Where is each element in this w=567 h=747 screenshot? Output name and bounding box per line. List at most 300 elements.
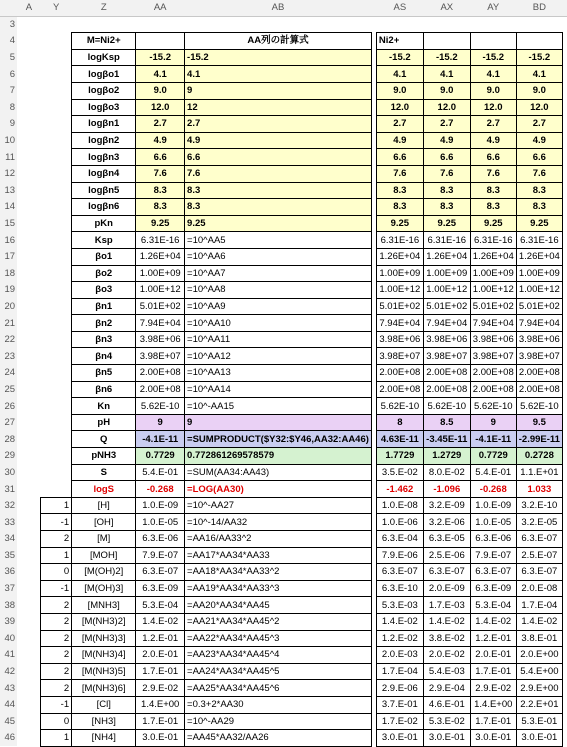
cell-bd[interactable]: 9.5 (516, 414, 562, 431)
cell-z-label[interactable]: logβn2 (72, 132, 136, 149)
cell-ax[interactable]: 6.3.E-07 (423, 564, 470, 581)
cell-ab-formula[interactable] (185, 16, 372, 33)
cell-aa[interactable]: 0.7729 (136, 448, 185, 465)
column-header-aa[interactable]: AA (136, 0, 185, 16)
row-header[interactable]: 31 (0, 481, 17, 498)
row-header[interactable]: 6 (0, 66, 17, 83)
row-header[interactable]: 46 (0, 730, 17, 747)
cell-ax[interactable]: 1.26E+04 (423, 248, 470, 265)
cell-ab-formula[interactable]: =10^-AA29 (185, 713, 372, 730)
cell-ax[interactable]: 4.1 (423, 66, 470, 83)
cell-aa[interactable]: 7.6 (136, 165, 185, 182)
cell-ab-formula[interactable]: AA列の計算式 (185, 33, 372, 50)
row-header[interactable]: 40 (0, 630, 17, 647)
cell-bd[interactable]: 9.25 (516, 215, 562, 232)
cell-ax[interactable]: 3.98E+07 (423, 348, 470, 365)
cell-bd[interactable]: -15.2 (516, 49, 562, 66)
cell-ay[interactable]: 12.0 (470, 99, 516, 116)
cell-ab-formula[interactable]: =AA25*AA34*AA45^6 (185, 680, 372, 697)
cell-as[interactable]: 2.00E+08 (376, 365, 423, 382)
cell-as[interactable]: 6.3.E-10 (376, 580, 423, 597)
cell-aa[interactable]: 5.01E+02 (136, 298, 185, 315)
cell-a[interactable] (17, 696, 41, 713)
cell-bd[interactable]: 0.2728 (516, 448, 562, 465)
cell-ax[interactable]: 6.31E-16 (423, 232, 470, 249)
row-header[interactable]: 13 (0, 182, 17, 199)
cell-ax[interactable]: 1.2729 (423, 448, 470, 465)
cell-ax[interactable]: 4.9 (423, 132, 470, 149)
cell-ax[interactable]: 2.9.E-04 (423, 680, 470, 697)
cell-ab-formula[interactable]: =10^-AA27 (185, 497, 372, 514)
cell-a[interactable] (17, 33, 41, 50)
cell-aa[interactable]: 9.25 (136, 215, 185, 232)
cell-z-label[interactable]: βn2 (72, 315, 136, 332)
cell-y[interactable] (41, 331, 72, 348)
cell-ax[interactable]: 8.3 (423, 199, 470, 216)
cell-aa[interactable]: -4.1E-11 (136, 431, 185, 448)
cell-aa[interactable]: 9 (136, 414, 185, 431)
cell-aa[interactable]: -0.268 (136, 481, 185, 498)
cell-z-label[interactable]: pNH3 (72, 448, 136, 465)
cell-as[interactable]: 1.00E+09 (376, 265, 423, 282)
cell-y[interactable] (41, 232, 72, 249)
cell-aa[interactable]: 6.3.E-07 (136, 564, 185, 581)
cell-aa[interactable]: -15.2 (136, 49, 185, 66)
row-header[interactable]: 22 (0, 331, 17, 348)
cell-a[interactable] (17, 613, 41, 630)
cell-bd[interactable]: 7.6 (516, 165, 562, 182)
cell-ab-formula[interactable]: 9 (185, 414, 372, 431)
cell-z-label[interactable]: βo2 (72, 265, 136, 282)
cell-ax[interactable]: 3.8.E-02 (423, 630, 470, 647)
cell-as[interactable]: -1.462 (376, 481, 423, 498)
cell-ab-formula[interactable]: =AA45*AA32/AA26 (185, 730, 372, 747)
row-header[interactable]: 33 (0, 514, 17, 531)
cell-ax[interactable]: 3.2.E-06 (423, 514, 470, 531)
cell-ab-formula[interactable]: =10^-AA15 (185, 398, 372, 415)
cell-aa[interactable]: 1.0.E-09 (136, 497, 185, 514)
cell-as[interactable]: 1.4.E-02 (376, 613, 423, 630)
cell-as[interactable]: 3.98E+06 (376, 331, 423, 348)
cell-ab-formula[interactable]: =10^AA14 (185, 381, 372, 398)
cell-y[interactable]: 2 (41, 663, 72, 680)
cell-as[interactable]: 2.00E+08 (376, 381, 423, 398)
cell-a[interactable] (17, 431, 41, 448)
cell-as[interactable]: 5.01E+02 (376, 298, 423, 315)
cell-ay[interactable]: 3.98E+07 (470, 348, 516, 365)
cell-ay[interactable]: -0.268 (470, 481, 516, 498)
column-header-as[interactable]: AS (376, 0, 423, 16)
cell-a[interactable] (17, 16, 41, 33)
cell-a[interactable] (17, 730, 41, 747)
cell-bd[interactable]: 2.0.E+00 (516, 647, 562, 664)
cell-y[interactable] (41, 381, 72, 398)
cell-ay[interactable]: 8.3 (470, 182, 516, 199)
cell-y[interactable] (41, 116, 72, 133)
cell-a[interactable] (17, 282, 41, 299)
cell-y[interactable] (41, 348, 72, 365)
cell-ab-formula[interactable]: =10^AA10 (185, 315, 372, 332)
cell-z-label[interactable]: Ksp (72, 232, 136, 249)
cell-bd[interactable]: 2.2.E+01 (516, 696, 562, 713)
cell-ax[interactable]: 2.5.E-06 (423, 547, 470, 564)
column-header-a[interactable]: A (17, 0, 41, 16)
cell-a[interactable] (17, 66, 41, 83)
cell-z-label[interactable]: logβo2 (72, 82, 136, 99)
cell-a[interactable] (17, 232, 41, 249)
cell-bd[interactable]: 9.0 (516, 82, 562, 99)
cell-as[interactable]: 3.7.E-01 (376, 696, 423, 713)
cell-ax[interactable]: 6.6 (423, 149, 470, 166)
cell-aa[interactable]: 2.9.E-02 (136, 680, 185, 697)
cell-ay[interactable]: 5.4.E-01 (470, 464, 516, 481)
cell-ay[interactable]: 4.1 (470, 66, 516, 83)
cell-aa[interactable]: 2.7 (136, 116, 185, 133)
cell-aa[interactable]: 12.0 (136, 99, 185, 116)
cell-ab-formula[interactable]: =AA24*AA34*AA45^5 (185, 663, 372, 680)
cell-a[interactable] (17, 597, 41, 614)
cell-ab-formula[interactable]: =AA16/AA33^2 (185, 531, 372, 548)
cell-ay[interactable]: 1.0.E-09 (470, 497, 516, 514)
cell-a[interactable] (17, 514, 41, 531)
cell-as[interactable]: 4.63E-11 (376, 431, 423, 448)
cell-as[interactable]: 9.25 (376, 215, 423, 232)
cell-ax[interactable]: 3.0.E-01 (423, 730, 470, 747)
cell-ax[interactable]: 4.6.E-01 (423, 696, 470, 713)
cell-ab-formula[interactable]: =10^AA8 (185, 282, 372, 299)
cell-a[interactable] (17, 398, 41, 415)
column-header-ax[interactable]: AX (423, 0, 470, 16)
cell-z-label[interactable]: [M(NH3)3] (72, 630, 136, 647)
cell-ax[interactable]: 1.00E+09 (423, 265, 470, 282)
cell-bd[interactable]: 5.3.E-01 (516, 713, 562, 730)
cell-z-label[interactable]: logβn3 (72, 149, 136, 166)
row-header[interactable]: 12 (0, 165, 17, 182)
row-header[interactable]: 44 (0, 696, 17, 713)
cell-aa[interactable]: 1.2.E-01 (136, 630, 185, 647)
cell-bd[interactable]: 1.1.E+01 (516, 464, 562, 481)
cell-ay[interactable]: 3.98E+06 (470, 331, 516, 348)
cell-z-label[interactable]: βn1 (72, 298, 136, 315)
cell-aa[interactable]: 2.00E+08 (136, 381, 185, 398)
cell-ay[interactable]: 6.3.E-09 (470, 580, 516, 597)
cell-ay[interactable]: 1.4.E+00 (470, 696, 516, 713)
row-header[interactable]: 27 (0, 414, 17, 431)
cell-a[interactable] (17, 630, 41, 647)
cell-ab-formula[interactable]: 4.1 (185, 66, 372, 83)
cell-ax[interactable]: 2.00E+08 (423, 365, 470, 382)
cell-z-label[interactable]: [M(OH)2] (72, 564, 136, 581)
cell-as[interactable]: 4.9 (376, 132, 423, 149)
cell-as[interactable]: 1.0.E-08 (376, 497, 423, 514)
cell-as[interactable] (376, 16, 423, 33)
cell-ay[interactable] (470, 16, 516, 33)
cell-bd[interactable]: 1.26E+04 (516, 248, 562, 265)
cell-aa[interactable]: 5.4.E-01 (136, 464, 185, 481)
cell-as[interactable]: 7.6 (376, 165, 423, 182)
cell-a[interactable] (17, 481, 41, 498)
cell-bd[interactable]: 2.7 (516, 116, 562, 133)
cell-bd[interactable] (516, 33, 562, 50)
row-header[interactable]: 35 (0, 547, 17, 564)
cell-as[interactable]: 12.0 (376, 99, 423, 116)
cell-ay[interactable]: 1.00E+09 (470, 265, 516, 282)
cell-bd[interactable]: 2.9.E+00 (516, 680, 562, 697)
cell-z-label[interactable]: βo1 (72, 248, 136, 265)
cell-ab-formula[interactable]: 12 (185, 99, 372, 116)
cell-z-label[interactable]: Kn (72, 398, 136, 415)
cell-y[interactable]: 1 (41, 730, 72, 747)
cell-ab-formula[interactable]: 2.7 (185, 116, 372, 133)
cell-bd[interactable]: 2.5.E-07 (516, 547, 562, 564)
cell-y[interactable]: 1 (41, 547, 72, 564)
row-header[interactable]: 41 (0, 647, 17, 664)
cell-as[interactable]: 8.3 (376, 199, 423, 216)
cell-z-label[interactable]: logβn5 (72, 182, 136, 199)
cell-y[interactable]: -1 (41, 580, 72, 597)
cell-y[interactable] (41, 282, 72, 299)
cell-bd[interactable]: 8.3 (516, 199, 562, 216)
cell-ay[interactable] (470, 33, 516, 50)
cell-ay[interactable]: 2.0.E-01 (470, 647, 516, 664)
cell-y[interactable] (41, 33, 72, 50)
column-header-y[interactable]: Y (41, 0, 72, 16)
cell-a[interactable] (17, 564, 41, 581)
cell-bd[interactable]: 2.00E+08 (516, 365, 562, 382)
cell-ay[interactable]: 9.25 (470, 215, 516, 232)
cell-ax[interactable]: 12.0 (423, 99, 470, 116)
cell-z-label[interactable]: logβn1 (72, 116, 136, 133)
cell-ay[interactable]: 5.3.E-04 (470, 597, 516, 614)
cell-ab-formula[interactable]: =AA23*AA34*AA45^4 (185, 647, 372, 664)
cell-aa[interactable]: 6.3.E-09 (136, 580, 185, 597)
cell-aa[interactable]: 1.0.E-05 (136, 514, 185, 531)
cell-as[interactable]: 1.26E+04 (376, 248, 423, 265)
cell-y[interactable]: 2 (41, 647, 72, 664)
cell-y[interactable] (41, 149, 72, 166)
cell-bd[interactable]: 6.6 (516, 149, 562, 166)
cell-ab-formula[interactable]: 9.25 (185, 215, 372, 232)
cell-as[interactable]: 4.1 (376, 66, 423, 83)
cell-aa[interactable]: 1.26E+04 (136, 248, 185, 265)
cell-as[interactable]: 6.3.E-04 (376, 531, 423, 548)
cell-a[interactable] (17, 464, 41, 481)
cell-ax[interactable]: 5.01E+02 (423, 298, 470, 315)
cell-ax[interactable]: -1.096 (423, 481, 470, 498)
cell-a[interactable] (17, 331, 41, 348)
cell-ax[interactable]: -15.2 (423, 49, 470, 66)
column-header-ay[interactable]: AY (470, 0, 516, 16)
cell-bd[interactable]: 7.94E+04 (516, 315, 562, 332)
cell-ay[interactable]: 0.7729 (470, 448, 516, 465)
cell-ax[interactable]: 5.3.E-02 (423, 713, 470, 730)
row-header[interactable]: 16 (0, 232, 17, 249)
cell-ay[interactable]: -4.1E-11 (470, 431, 516, 448)
cell-z-label[interactable]: [M(NH3)5] (72, 663, 136, 680)
cell-z-label[interactable]: [M(NH3)2] (72, 613, 136, 630)
row-header[interactable]: 28 (0, 431, 17, 448)
cell-a[interactable] (17, 265, 41, 282)
cell-aa[interactable] (136, 33, 185, 50)
row-header[interactable]: 8 (0, 99, 17, 116)
cell-bd[interactable]: 3.8.E-01 (516, 630, 562, 647)
cell-ab-formula[interactable]: =SUM(AA34:AA43) (185, 464, 372, 481)
cell-a[interactable] (17, 680, 41, 697)
cell-ab-formula[interactable]: 6.6 (185, 149, 372, 166)
cell-a[interactable] (17, 298, 41, 315)
row-header[interactable]: 19 (0, 282, 17, 299)
cell-ax[interactable]: 3.98E+06 (423, 331, 470, 348)
row-header[interactable]: 10 (0, 132, 17, 149)
cell-bd[interactable]: 3.0.E-01 (516, 730, 562, 747)
cell-z-label[interactable]: βn5 (72, 365, 136, 382)
cell-z-label[interactable]: βn4 (72, 348, 136, 365)
cell-y[interactable] (41, 248, 72, 265)
cell-as[interactable]: 6.31E-16 (376, 232, 423, 249)
cell-z-label[interactable]: pKn (72, 215, 136, 232)
cell-ab-formula[interactable]: =AA17*AA34*AA33 (185, 547, 372, 564)
cell-ax[interactable] (423, 33, 470, 50)
cell-ab-formula[interactable]: 9 (185, 82, 372, 99)
cell-ax[interactable]: 5.4.E-03 (423, 663, 470, 680)
cell-y[interactable] (41, 199, 72, 216)
cell-ay[interactable]: 1.7.E-01 (470, 713, 516, 730)
cell-ab-formula[interactable]: =10^AA9 (185, 298, 372, 315)
cell-ax[interactable]: 9.0 (423, 82, 470, 99)
cell-aa[interactable]: 5.3.E-04 (136, 597, 185, 614)
cell-ay[interactable]: 1.26E+04 (470, 248, 516, 265)
cell-a[interactable] (17, 381, 41, 398)
cell-aa[interactable]: 8.3 (136, 182, 185, 199)
cell-ab-formula[interactable]: =SUMPRODUCT($Y32:$Y46,AA32:AA46) (185, 431, 372, 448)
cell-a[interactable] (17, 165, 41, 182)
cell-aa[interactable]: 4.9 (136, 132, 185, 149)
cell-aa[interactable]: 3.98E+06 (136, 331, 185, 348)
cell-ab-formula[interactable]: =AA19*AA34*AA33^3 (185, 580, 372, 597)
cell-y[interactable] (41, 82, 72, 99)
cell-ab-formula[interactable]: 4.9 (185, 132, 372, 149)
cell-ay[interactable]: 7.6 (470, 165, 516, 182)
cell-bd[interactable]: 2.00E+08 (516, 381, 562, 398)
row-header[interactable]: 20 (0, 298, 17, 315)
cell-as[interactable]: Ni2+ (376, 33, 423, 50)
cell-y[interactable]: -1 (41, 696, 72, 713)
cell-ay[interactable]: 1.0.E-05 (470, 514, 516, 531)
cell-bd[interactable]: 3.98E+06 (516, 331, 562, 348)
cell-z-label[interactable]: M=Ni2+ (72, 33, 136, 50)
cell-aa[interactable]: 1.00E+12 (136, 282, 185, 299)
row-header[interactable]: 11 (0, 149, 17, 166)
cell-ax[interactable]: 8.5 (423, 414, 470, 431)
cell-ay[interactable]: 2.00E+08 (470, 365, 516, 382)
cell-ab-formula[interactable]: =10^AA7 (185, 265, 372, 282)
cell-bd[interactable]: 3.2.E-10 (516, 497, 562, 514)
cell-a[interactable] (17, 116, 41, 133)
cell-as[interactable]: 1.0.E-06 (376, 514, 423, 531)
cell-aa[interactable]: 1.7.E-01 (136, 713, 185, 730)
cell-as[interactable]: 3.0.E-01 (376, 730, 423, 747)
cell-a[interactable] (17, 132, 41, 149)
cell-ab-formula[interactable]: 7.6 (185, 165, 372, 182)
cell-z-label[interactable] (72, 16, 136, 33)
cell-ab-formula[interactable]: =0.3+2*AA30 (185, 696, 372, 713)
cell-aa[interactable]: 5.62E-10 (136, 398, 185, 415)
cell-ab-formula[interactable]: =10^AA11 (185, 331, 372, 348)
cell-ay[interactable]: 6.3.E-07 (470, 564, 516, 581)
cell-bd[interactable]: 1.4.E-02 (516, 613, 562, 630)
cell-z-label[interactable]: S (72, 464, 136, 481)
cell-ab-formula[interactable]: =10^AA5 (185, 232, 372, 249)
cell-ay[interactable]: 1.4.E-02 (470, 613, 516, 630)
cell-a[interactable] (17, 448, 41, 465)
cell-aa[interactable]: 2.0.E-01 (136, 647, 185, 664)
cell-z-label[interactable]: [H] (72, 497, 136, 514)
cell-ay[interactable]: 5.62E-10 (470, 398, 516, 415)
cell-a[interactable] (17, 49, 41, 66)
cell-aa[interactable]: 1.4.E+00 (136, 696, 185, 713)
cell-a[interactable] (17, 580, 41, 597)
row-header[interactable]: 5 (0, 49, 17, 66)
cell-as[interactable]: 7.9.E-06 (376, 547, 423, 564)
cell-y[interactable] (41, 365, 72, 382)
cell-a[interactable] (17, 547, 41, 564)
cell-bd[interactable]: 2.0.E-08 (516, 580, 562, 597)
cell-bd[interactable]: 5.4.E+00 (516, 663, 562, 680)
cell-ax[interactable]: 7.94E+04 (423, 315, 470, 332)
cell-ax[interactable]: 2.7 (423, 116, 470, 133)
cell-bd[interactable]: 5.62E-10 (516, 398, 562, 415)
cell-z-label[interactable]: Q (72, 431, 136, 448)
cell-aa[interactable]: 1.4.E-02 (136, 613, 185, 630)
row-header[interactable]: 14 (0, 199, 17, 216)
cell-as[interactable]: 1.7.E-02 (376, 713, 423, 730)
cell-y[interactable] (41, 431, 72, 448)
cell-z-label[interactable]: logβn4 (72, 165, 136, 182)
cell-as[interactable]: 7.94E+04 (376, 315, 423, 332)
cell-y[interactable]: 1 (41, 497, 72, 514)
cell-a[interactable] (17, 182, 41, 199)
cell-y[interactable]: -1 (41, 514, 72, 531)
cell-a[interactable] (17, 497, 41, 514)
cell-ax[interactable]: 8.0.E-02 (423, 464, 470, 481)
cell-ab-formula[interactable]: 0.772861269578579 (185, 448, 372, 465)
cell-ay[interactable]: 7.94E+04 (470, 315, 516, 332)
cell-bd[interactable]: 12.0 (516, 99, 562, 116)
row-header[interactable]: 25 (0, 381, 17, 398)
cell-aa[interactable]: 1.7.E-01 (136, 663, 185, 680)
cell-bd[interactable]: 6.3.E-07 (516, 531, 562, 548)
cell-as[interactable]: 5.62E-10 (376, 398, 423, 415)
row-header[interactable]: 7 (0, 82, 17, 99)
cell-ax[interactable]: 3.2.E-09 (423, 497, 470, 514)
cell-ax[interactable]: 1.4.E-02 (423, 613, 470, 630)
select-all-corner[interactable] (0, 0, 17, 16)
cell-z-label[interactable]: [Cl] (72, 696, 136, 713)
cell-y[interactable]: 2 (41, 630, 72, 647)
cell-bd[interactable]: 5.01E+02 (516, 298, 562, 315)
cell-z-label[interactable]: logβo1 (72, 66, 136, 83)
cell-y[interactable]: 2 (41, 531, 72, 548)
cell-y[interactable] (41, 182, 72, 199)
row-header[interactable]: 43 (0, 680, 17, 697)
cell-aa[interactable]: 2.00E+08 (136, 365, 185, 382)
cell-y[interactable]: 2 (41, 680, 72, 697)
cell-ay[interactable]: 4.9 (470, 132, 516, 149)
cell-ax[interactable]: 6.3.E-05 (423, 531, 470, 548)
cell-z-label[interactable]: [NH3] (72, 713, 136, 730)
cell-y[interactable]: 2 (41, 597, 72, 614)
cell-ax[interactable]: 2.0.E-02 (423, 647, 470, 664)
